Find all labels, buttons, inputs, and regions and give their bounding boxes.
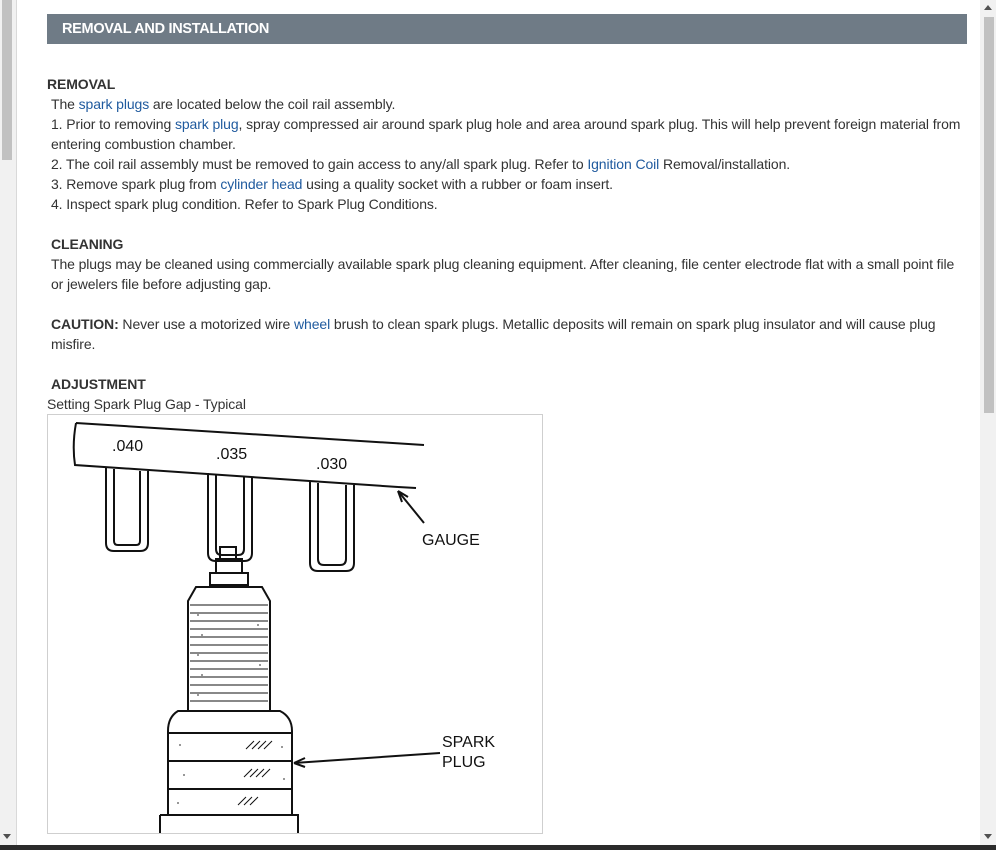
left-scroll-thumb[interactable] [2, 0, 12, 160]
adjustment-heading: ADJUSTMENT [51, 376, 146, 392]
removal-step-2: 2. The coil rail assembly must be removed to gain access to any/all spark plug. Refer to Ignition Coil Removal/installation. [51, 156, 791, 172]
spark-plugs-link[interactable]: spark plugs [78, 96, 150, 112]
spark-plug-gap-figure [47, 414, 543, 834]
removal-step-3: 3. Remove spark plug from cylinder head using a quality socket with a rubber or foam insert. [51, 176, 613, 192]
scrollbar-thumb[interactable] [984, 17, 994, 413]
vertical-scrollbar[interactable] [980, 0, 996, 845]
bottom-bar [0, 845, 996, 850]
spark-plug-gap-illustration [48, 415, 543, 834]
wheel-link[interactable]: wheel [294, 316, 331, 332]
gauge-value-040: .040 [112, 438, 144, 455]
spark-plug-link[interactable]: spark plug [174, 116, 239, 132]
gauge-value-030: .030 [316, 456, 348, 473]
scroll-up-arrow-icon[interactable] [984, 5, 992, 10]
figure-caption: Setting Spark Plug Gap - Typical [47, 396, 246, 412]
left-scroll-down-arrow-icon[interactable] [3, 834, 11, 839]
spark-plug-label-line-2: PLUG [442, 754, 486, 771]
removal-step-1: 1. Prior to removing spark plug, spray compressed air around spark plug hole and area around spark plug. This will help prevent foreign material from entering combustion chamber. [51, 116, 961, 152]
document-content [47, 14, 967, 834]
removal-step-4: 4. Inspect spark plug condition. Refer to Spark Plug Conditions. [51, 196, 438, 212]
gauge-value-035: .035 [216, 446, 248, 463]
left-scroll-strip[interactable] [0, 0, 17, 845]
body-text [47, 74, 967, 414]
cylinder-head-link[interactable]: cylinder head [220, 176, 303, 192]
removal-intro: The spark plugs are located below the coil rail assembly. [51, 96, 396, 112]
scroll-down-arrow-icon[interactable] [984, 834, 992, 839]
spark-plug-label-line-1: SPARK [442, 734, 496, 751]
section-header: REMOVAL AND INSTALLATION [47, 14, 967, 44]
caution-note: CAUTION: Never use a motorized wire wheel brush to clean spark plugs. Metallic deposits will remain on spark plug insulator and will cause plug misfire. [51, 316, 936, 352]
gauge-label: GAUGE [422, 532, 480, 549]
caution-label: CAUTION: [51, 316, 119, 332]
ignition-coil-link[interactable]: Ignition Coil [587, 156, 660, 172]
cleaning-heading: CLEANING [51, 236, 124, 252]
cleaning-text: The plugs may be cleaned using commercially available spark plug cleaning equipment. After cleaning, file center electrode flat with a small point file or jewelers file before adjusting gap. [51, 256, 955, 292]
removal-heading: REMOVAL [47, 76, 116, 92]
